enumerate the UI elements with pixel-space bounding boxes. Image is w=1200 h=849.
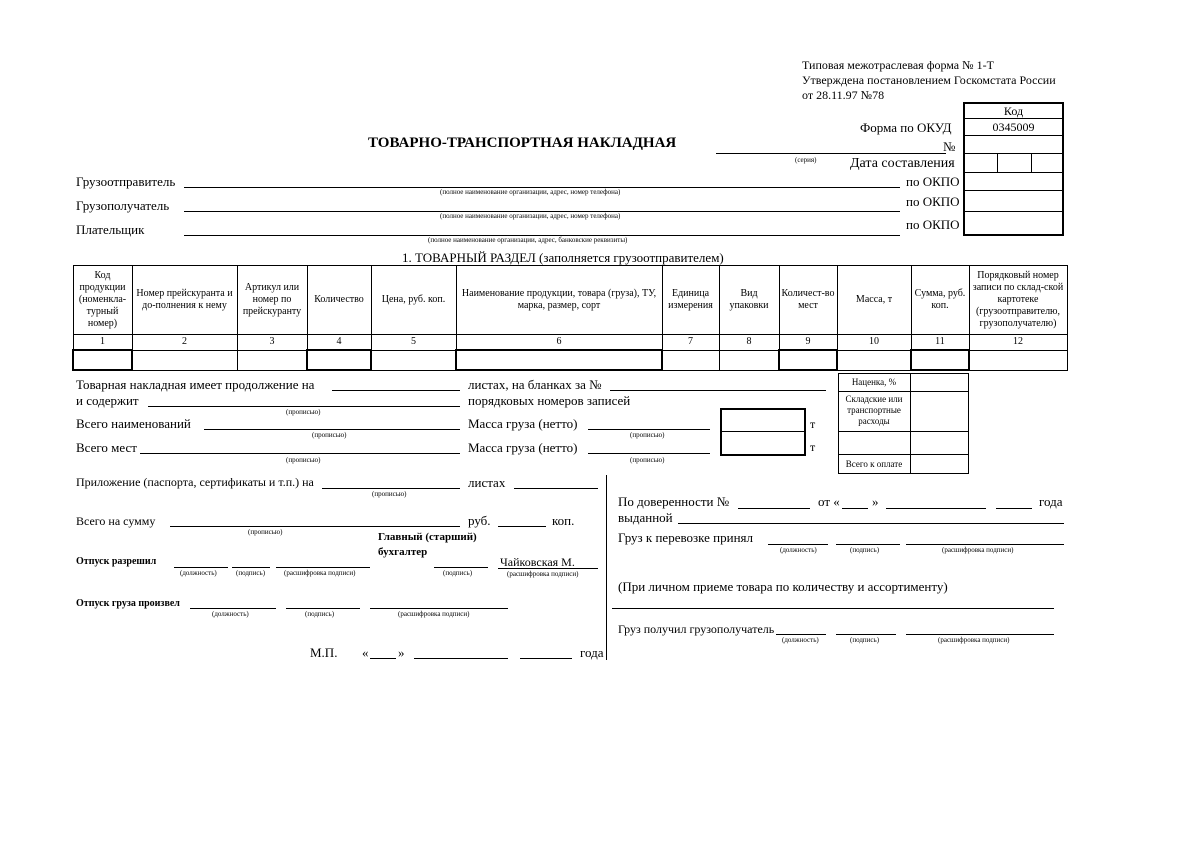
issued-label: выданной — [618, 510, 673, 525]
consignee-caption: (полное наименование организации, адрес, номер телефона) — [440, 212, 621, 220]
table-cell[interactable] — [73, 350, 132, 370]
col-number: 7 — [662, 335, 719, 351]
in-words-caption: (прописью) — [312, 431, 347, 439]
accepted-label: Груз к перевозке принял — [618, 530, 754, 545]
table-cell[interactable] — [969, 350, 1067, 370]
goods-table — [72, 265, 1068, 371]
okpo-label-1: по ОКПО — [906, 174, 960, 189]
kop-label: коп. — [552, 513, 575, 528]
table-cell[interactable] — [132, 350, 237, 370]
approved-date: от 28.11.97 №78 — [802, 88, 885, 102]
release-allowed-label: Отпуск разрешил — [76, 556, 157, 567]
total-places-label: Всего мест — [76, 440, 137, 455]
position-caption: (должность) — [782, 636, 819, 644]
col-number: 1 — [73, 335, 132, 351]
col-header: Количество — [307, 266, 371, 335]
approved-by: Утверждена постановлением Госкомстата России — [802, 73, 1056, 87]
attachment-label: Приложение (паспорта, сертификаты и т.п.) на — [76, 475, 314, 489]
in-words-caption: (прописью) — [286, 408, 321, 416]
payer-caption: (полное наименование организации, адрес, банковские реквизиты) — [428, 236, 628, 244]
year-label: года — [1039, 494, 1063, 509]
table-cell[interactable] — [662, 350, 719, 370]
sheets-forms-label: листах, на бланках за № — [468, 377, 602, 392]
decode-caption: (расшифровка подписи) — [284, 569, 356, 577]
in-words-caption: (прописью) — [372, 490, 407, 498]
col-number: 6 — [456, 335, 662, 351]
page-title: ТОВАРНО-ТРАНСПОРТНАЯ НАКЛАДНАЯ — [368, 135, 677, 151]
decode-caption: (расшифровка подписи) — [398, 610, 470, 618]
rub-label: руб. — [468, 513, 491, 528]
net-mass-label-2: Масса груза (нетто) — [468, 440, 578, 455]
table-row[interactable] — [73, 350, 1067, 370]
col-number: 11 — [911, 335, 969, 351]
form-type: Типовая межотраслевая форма № 1-Т — [802, 58, 994, 72]
accountant-name: Чайковская М. — [500, 555, 575, 569]
decode-caption: (расшифровка подписи) — [942, 546, 1014, 554]
decode-caption: (расшифровка подписи) — [507, 570, 579, 578]
col-header: Масса, т — [837, 266, 911, 335]
table-cell[interactable] — [719, 350, 779, 370]
in-words-caption: (прописью) — [286, 456, 321, 464]
shipper-caption: (полное наименование организации, адрес, номер телефона) — [440, 188, 621, 196]
from-label: от « — [818, 494, 840, 509]
quote-close: » — [398, 645, 405, 660]
date-label: Дата составления — [850, 156, 955, 171]
in-words-caption: (прописью) — [630, 456, 665, 464]
code-header: Код — [1003, 104, 1024, 118]
col-header: Артикул или номер по прейскуранту — [237, 266, 307, 335]
position-caption: (должность) — [180, 569, 217, 577]
table-number-row — [73, 335, 1067, 351]
signature-caption: (подпись) — [305, 610, 335, 618]
col-header: Наименование продукции, товара (груза), ТУ, марка, размер, сорт — [456, 266, 662, 335]
mass-box — [720, 408, 806, 456]
table-header-row — [73, 266, 1067, 335]
consignee-label: Грузополучатель — [76, 198, 170, 213]
signature-caption: (подпись) — [443, 569, 473, 577]
table-cell[interactable] — [237, 350, 307, 370]
quote-open: « — [362, 645, 369, 660]
table-cell[interactable] — [837, 350, 911, 370]
total-names-label: Всего наименований — [76, 416, 191, 431]
col-header: Единица измерения — [662, 266, 719, 335]
table-cell[interactable] — [911, 350, 969, 370]
quote-close: » — [872, 494, 879, 509]
signature-caption: (подпись) — [850, 546, 880, 554]
position-caption: (должность) — [780, 546, 817, 554]
net-mass-label-1: Масса груза (нетто) — [468, 416, 578, 431]
col-number: 12 — [969, 335, 1067, 351]
okud-label: Форма по ОКУД — [860, 120, 952, 135]
okpo-label-2: по ОКПО — [906, 194, 960, 209]
in-words-caption: (прописью) — [630, 431, 665, 439]
col-header: Количест-во мест — [779, 266, 837, 335]
col-header: Порядковый номер записи по склад-ской картотеке (грузоотправителю, грузополучателю) — [969, 266, 1067, 335]
col-header: Цена, руб. коп. — [371, 266, 456, 335]
col-header: Сумма, руб. коп. — [911, 266, 969, 335]
payer-label: Плательщик — [76, 222, 145, 237]
col-number: 2 — [132, 335, 237, 351]
signature-caption: (подпись) — [236, 569, 266, 577]
table-cell[interactable] — [371, 350, 456, 370]
okud-value: 0345009 — [992, 120, 1035, 134]
shipper-label: Грузоотправитель — [76, 174, 176, 189]
col-number: 9 — [779, 335, 837, 351]
total-payment-label: Всего к оплате — [845, 459, 903, 469]
table-cell[interactable] — [779, 350, 837, 370]
goods-section-title: 1. ТОВАРНЫЙ РАЗДЕЛ (заполняется грузоотправителем) — [402, 250, 724, 265]
col-number: 3 — [237, 335, 307, 351]
unit-t: т — [810, 417, 816, 431]
col-number: 8 — [719, 335, 779, 351]
chief-accountant-label: Главный (старший) — [378, 531, 477, 543]
table-cell[interactable] — [456, 350, 662, 370]
series-caption: (серия) — [795, 156, 817, 164]
chief-accountant-label: бухгалтер — [378, 546, 428, 558]
stamp-label: М.П. — [310, 645, 338, 660]
decode-caption: (расшифровка подписи) — [938, 636, 1010, 644]
number-label: № — [943, 139, 956, 154]
contains-label: и содержит — [76, 393, 139, 408]
continuation-label: Товарная накладная имеет продолжение на — [76, 377, 315, 392]
col-number: 5 — [371, 335, 456, 351]
total-sum-label: Всего на сумму — [76, 514, 156, 528]
markup-label: Наценка, % — [851, 377, 897, 387]
position-caption: (должность) — [212, 610, 249, 618]
in-words-caption: (прописью) — [248, 528, 283, 536]
personal-receipt-note: (При личном приеме товара по количеству и ассортименту) — [618, 579, 948, 594]
warehouse-label: Складские или транспортные расходы — [845, 394, 903, 426]
table-cell[interactable] — [307, 350, 371, 370]
col-number: 10 — [837, 335, 911, 351]
unit-t: т — [810, 440, 816, 454]
sheets-label: листах — [468, 475, 506, 490]
okpo-label-3: по ОКПО — [906, 217, 960, 232]
signature-caption: (подпись) — [850, 636, 880, 644]
col-header: Номер прейскуранта и до-полнения к нему — [132, 266, 237, 335]
received-label: Груз получил грузополучатель — [618, 622, 775, 636]
col-header: Код продукции (номенкла-турный номер) — [73, 266, 132, 335]
release-done-label: Отпуск груза произвел — [76, 598, 180, 609]
col-header: Вид упаковки — [719, 266, 779, 335]
power-of-attorney-label: По доверенности № — [618, 494, 730, 509]
year-label: года — [580, 645, 604, 660]
record-numbers-label: порядковых номеров записей — [468, 393, 631, 408]
col-number: 4 — [307, 335, 371, 351]
